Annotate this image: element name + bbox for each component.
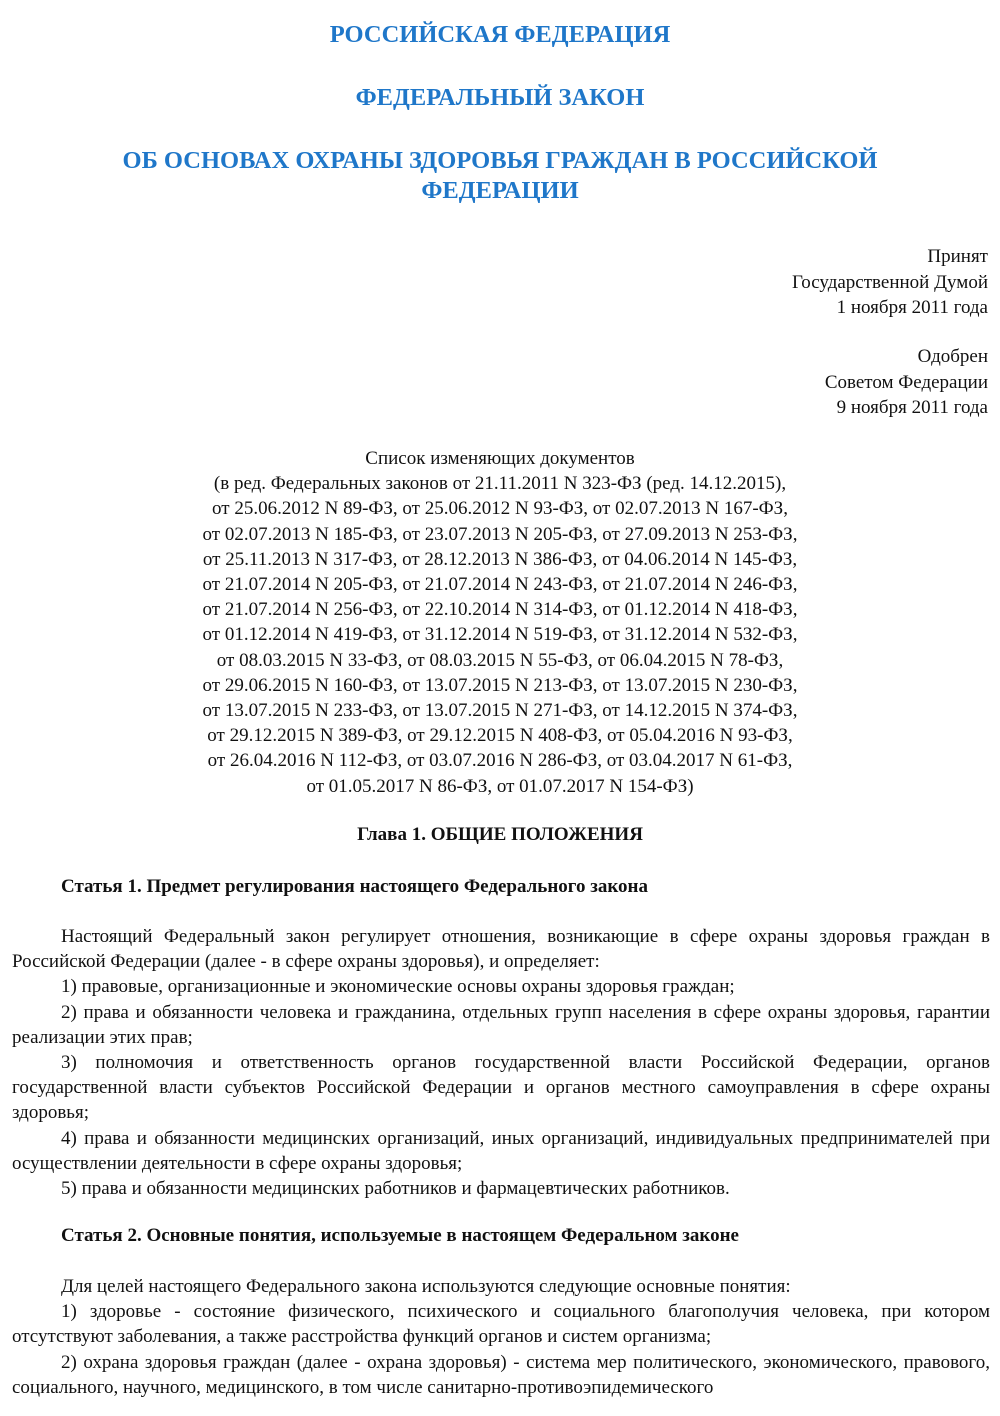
amendments-line: (в ред. Федеральных законов от 21.11.2011 N 323-ФЗ (ред. 14.12.2015),: [213, 473, 787, 495]
amendments-line: от 29.06.2015 N 160-ФЗ, от 13.07.2015 N 213-ФЗ, от 13.07.2015 N 230-ФЗ,: [202, 674, 798, 696]
amendments-line: от 02.07.2013 N 185-ФЗ, от 23.07.2013 N 205-ФЗ, от 27.09.2013 N 253-ФЗ,: [202, 523, 798, 545]
adoption-line: 1 ноября 2011 года: [836, 297, 988, 318]
article-2-heading: Статья 2. Основные понятия, используемые в настоящем Федеральном законе: [61, 1225, 739, 1246]
approval-line: 9 ноября 2011 года: [836, 397, 988, 418]
amendments-line: от 13.07.2015 N 233-ФЗ, от 13.07.2015 N 271-ФЗ, от 14.12.2015 N 374-ФЗ,: [202, 700, 798, 722]
article-paragraph: 2) охрана здоровья граждан (далее - охрана здоровья) - система мер политического, экономического, правового, социального, научного, медицинского, в том числе санитарно-противоэпидемического: [12, 1351, 990, 1398]
approval-block: [568, 344, 988, 421]
document-type-title: ФЕДЕРАЛЬНЫЙ ЗАКОН: [355, 84, 645, 111]
article-paragraph: 1) правовые, организационные и экономические основы охраны здоровья граждан;: [61, 976, 735, 998]
chapter-heading: Глава 1. ОБЩИЕ ПОЛОЖЕНИЯ: [357, 824, 643, 845]
amendments-line: от 26.04.2016 N 112-ФЗ, от 03.07.2016 N 286-ФЗ, от 03.04.2017 N 61-ФЗ,: [207, 750, 793, 772]
amendments-line: от 01.12.2014 N 419-ФЗ, от 31.12.2014 N 519-ФЗ, от 31.12.2014 N 532-ФЗ,: [202, 624, 798, 646]
amendments-list: [0, 446, 1000, 799]
article-paragraph: 5) права и обязанности медицинских работников и фармацевтических работников.: [61, 1178, 730, 1200]
adoption-line: Принят: [927, 246, 988, 267]
amendments-line: от 01.05.2017 N 86-ФЗ, от 01.07.2017 N 154-ФЗ): [306, 775, 694, 797]
amendments-line: от 08.03.2015 N 33-ФЗ, от 08.03.2015 N 55-ФЗ, от 06.04.2015 N 78-ФЗ,: [216, 649, 784, 671]
adoption-block: [568, 244, 988, 321]
article-paragraph: Настоящий Федеральный закон регулирует отношения, возникающие в сфере охраны здоровья граждан в Российской Федерации (далее - в сфере охраны здоровья), и определяет:: [12, 926, 990, 973]
article-1-body: [12, 924, 990, 1201]
country-title: РОССИЙСКАЯ ФЕДЕРАЦИЯ: [329, 21, 671, 48]
article-paragraph: 2) права и обязанности человека и гражданина, отдельных групп населения в сфере охраны здоровья, гарантии реализации этих прав;: [12, 1001, 990, 1048]
article-2-body: [12, 1274, 990, 1400]
article-paragraph: 3) полномочия и ответственность органов государственной власти Российской Федерации, органов государственной власти субъектов Российской Федерации и органов местного самоуправления в сфере охраны здоровья;: [12, 1052, 990, 1124]
approval-line: Одобрен: [917, 346, 988, 367]
article-paragraph: 4) права и обязанности медицинских организаций, иных организаций, индивидуальных предпринимателей при осуществлении деятельности в сфере охраны здоровья;: [12, 1127, 990, 1174]
article-paragraph: 1) здоровье - состояние физического, психического и социального благополучия человека, при котором отсутствуют заболевания, а также расстройства функций органов и систем организма;: [12, 1301, 990, 1348]
amendments-line: от 21.07.2014 N 256-ФЗ, от 22.10.2014 N 314-ФЗ, от 01.12.2014 N 418-ФЗ,: [202, 599, 798, 621]
amendments-line: от 25.11.2013 N 317-ФЗ, от 28.12.2013 N 386-ФЗ, от 04.06.2014 N 145-ФЗ,: [202, 548, 798, 570]
adoption-line: Государственной Думой: [791, 271, 988, 293]
approval-line: Советом Федерации: [824, 371, 988, 393]
amendments-line: от 29.12.2015 N 389-ФЗ, от 29.12.2015 N 408-ФЗ, от 05.04.2016 N 93-ФЗ,: [207, 725, 793, 747]
article-1-heading: Статья 1. Предмет регулирования настоящего Федерального закона: [61, 876, 648, 897]
law-title: ОБ ОСНОВАХ ОХРАНЫ ЗДОРОВЬЯ ГРАЖДАН В РОССИЙСКОЙ ФЕДЕРАЦИИ: [122, 147, 878, 204]
amendments-line: Список изменяющих документов: [365, 448, 635, 469]
article-paragraph: Для целей настоящего Федерального закона используются следующие основные понятия:: [61, 1276, 791, 1297]
amendments-line: от 25.06.2012 N 89-ФЗ, от 25.06.2012 N 93-ФЗ, от 02.07.2013 N 167-ФЗ,: [212, 498, 788, 520]
amendments-line: от 21.07.2014 N 205-ФЗ, от 21.07.2014 N 243-ФЗ, от 21.07.2014 N 246-ФЗ,: [202, 574, 798, 596]
